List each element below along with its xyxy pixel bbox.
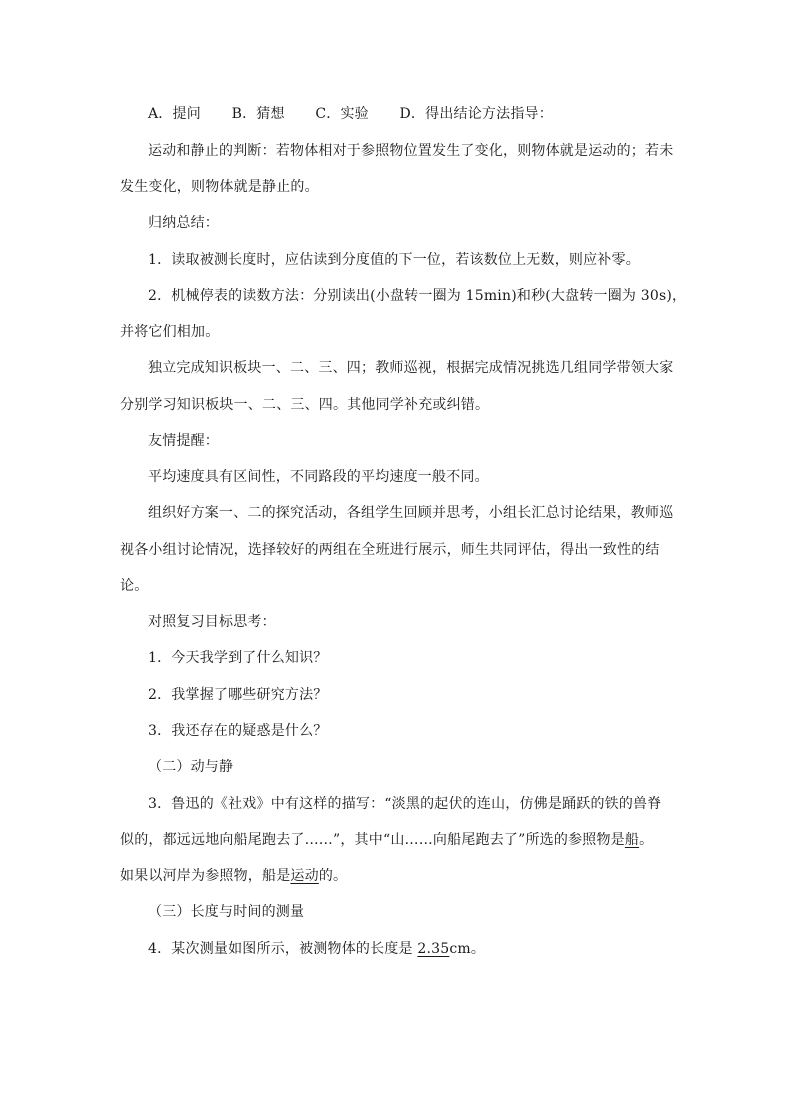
option-d: D．得出结论方法指导： bbox=[399, 106, 553, 122]
reflect-question-3: 3．我还存在的疑惑是什么？ bbox=[148, 723, 328, 739]
answer-reference-object: 船 bbox=[624, 832, 640, 848]
question-3-line3 bbox=[120, 867, 347, 885]
reflect-question-1: 1．今天我学到了什么知识？ bbox=[148, 650, 328, 666]
question-3-line1: 3．鲁迅的《社戏》中有这样的描写：“淡黑的起伏的连山，仿佛是踊跃的铁的兽脊 bbox=[148, 796, 662, 812]
reminder-text: 平均速度具有区间性，不同路段的平均速度一般不同。 bbox=[148, 469, 489, 485]
motion-judgement-line2: 发生变化，则物体就是静止的。 bbox=[120, 179, 319, 195]
summary-item-2-line1: 2．机械停表的读数方法：分别读出(小盘转一圈为 15min)和秒(大盘转一圈为 30s)， bbox=[148, 288, 687, 304]
organize-line1: 组织好方案一、二的探究活动，各组学生回顾并思考，小组长汇总讨论结果，教师巡 bbox=[148, 505, 674, 521]
reminder-heading: 友情提醒： bbox=[148, 433, 219, 449]
answer-length-value: 2.35 bbox=[417, 941, 450, 957]
option-a: A．提问 bbox=[148, 106, 201, 122]
question-4-text: 4．某次测量如图所示，被测物体的长度是 bbox=[148, 941, 418, 957]
question-4 bbox=[148, 940, 485, 958]
question-3-line2 bbox=[120, 831, 653, 849]
question-3-line2-text: 似的，都远远地向船尾跑去了……”，其中“山……向船尾跑去了”所选的参照物是 bbox=[120, 832, 625, 848]
section-3-title: （三）长度与时间的测量 bbox=[148, 904, 305, 920]
reflect-heading: 对照复习目标思考： bbox=[148, 614, 276, 630]
question-3-line2-end: 。 bbox=[639, 832, 654, 848]
summary-item-1: 1．读取被测长度时，应估读到分度值的下一位，若该数位上无数，则应补零。 bbox=[148, 252, 640, 268]
reflect-question-2: 2．我掌握了哪些研究方法？ bbox=[148, 687, 328, 703]
option-c: C．实验 bbox=[315, 106, 369, 122]
summary-item-2-line2: 并将它们相加。 bbox=[120, 324, 220, 340]
organize-line3: 论。 bbox=[120, 578, 149, 594]
independent-line2: 分别学习知识板块一、二、三、四。其他同学补充或纠错。 bbox=[120, 397, 490, 413]
question-3-line3-text: 如果以河岸为参照物，船是 bbox=[120, 868, 291, 884]
organize-line2: 视各小组讨论情况，选择较好的两组在全班进行展示，师生共同评估，得出一致性的结 bbox=[120, 542, 660, 558]
independent-line1: 独立完成知识板块一、二、三、四；教师巡视，根据完成情况挑选几组同学带领大家 bbox=[148, 360, 674, 376]
answer-motion-state: 运动 bbox=[290, 868, 319, 884]
section-2-title: （二）动与静 bbox=[148, 759, 234, 775]
options-line bbox=[148, 105, 553, 123]
question-4-unit: cm。 bbox=[449, 941, 486, 957]
summary-heading: 归纳总结： bbox=[148, 215, 219, 231]
motion-judgement-line1: 运动和静止的判断：若物体相对于参照物位置发生了变化，则物体就是运动的；若未 bbox=[148, 143, 674, 159]
option-b: B．猜想 bbox=[231, 106, 285, 122]
question-3-line3-end: 的。 bbox=[318, 868, 348, 884]
